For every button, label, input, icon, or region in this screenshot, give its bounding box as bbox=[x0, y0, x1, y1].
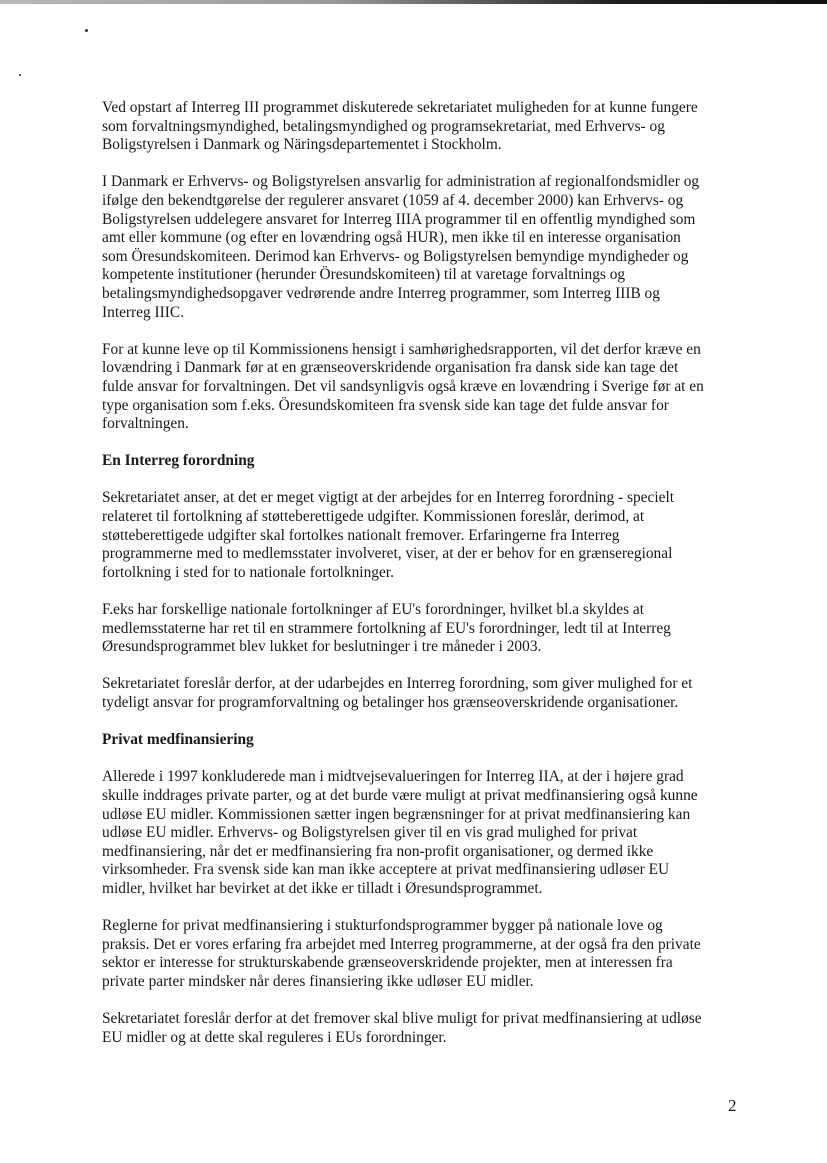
text-line: programmerne med to medlemsstater involveret, viser, at der er behov for en grænseregional bbox=[102, 545, 673, 563]
text-line: tydeligt ansvar for programforvaltning og betalinger hos grænseoverskridende organisationer. bbox=[102, 694, 679, 711]
text-line: virksomheder. Fra svensk side kan man ikke acceptere at privat medfinansiering udløser EU bbox=[102, 861, 670, 879]
text-line: EU midler og at dette skal reguleres i EUs forordninger. bbox=[102, 1028, 447, 1046]
text-line: I Danmark er Erhvervs- og Boligstyrelsen ansvarlig for administration af regionalfondsmidler og bbox=[102, 173, 700, 191]
paragraph-forvaltning-intro bbox=[102, 99, 742, 155]
text-line: praksis. Det er vores erfaring fra arbejdet med Interreg programmerne, at der også fra den private bbox=[102, 935, 701, 953]
text-line: Reglerne for privat medfinansiering i stukturfondsprogrammer bygger på nationale love og bbox=[102, 917, 663, 935]
text-line: Sekretariatet anser, at det er meget vigtigt at der arbejdes for en Interreg forordning - specielt bbox=[102, 489, 675, 507]
section-heading-privat-medfinansiering: Privat medfinansiering bbox=[102, 731, 254, 749]
paragraph-fortolkninger bbox=[102, 601, 742, 657]
text-line: amt eller kommune (og efter en lovændring også HUR), men ikke til en interesse organisation bbox=[102, 229, 681, 247]
paragraph-regler-privat bbox=[102, 917, 742, 991]
text-line: medfinansiering, når det er medfinansiering fra non-profit organisationer, og dermed ikke bbox=[102, 842, 654, 860]
text-line: Ved opstart af Interreg III programmet diskuterede sekretariatet muligheden for at kunne fungere bbox=[102, 99, 698, 116]
text-line: Allerede i 1997 konkluderede man i midtvejsevalueringen for Interreg IIA, at der i højere grad bbox=[102, 768, 684, 786]
text-line: som forvaltningsmyndighed, betalingsmyndighed og programsekretariat, med Erhvervs- og bbox=[102, 117, 665, 135]
text-line: sektor er interesse for strukturskabende grænseoverskridende projekter, men at interessen fra bbox=[102, 954, 673, 972]
text-line: skulle inddrages private parter, og at det burde være muligt at privat medfinansiering også kunne bbox=[102, 786, 698, 804]
text-line: Øresundsprogrammet blev lukket for beslutninger i tre måneder i 2003. bbox=[102, 638, 542, 656]
text-line: kompetente institutioner (herunder Öresundskomiteen) til at varetage forvaltnings og bbox=[102, 266, 626, 284]
page-number: 2 bbox=[728, 1096, 737, 1115]
text-line: Sekretariatet foreslår derfor at det fremover skal blive muligt for privat medfinansiering at udløse bbox=[102, 1010, 702, 1028]
text-line: ifølge den bekendtgørelse der regulerer ansvaret (1059 af 4. december 2000) kan Erhvervs- og bbox=[102, 191, 684, 209]
document-body bbox=[102, 99, 742, 1066]
text-line: støtteberettigede udgifter skal fortolkes nationalt fremover. Erfaringerne fra Interreg bbox=[102, 526, 620, 544]
text-line: Boligstyrelsen uddelegere ansvaret for Interreg IIIA programmer til en offentlig myndighed som bbox=[102, 210, 696, 228]
paragraph-privat-forslag bbox=[102, 1010, 742, 1047]
text-line: betalingsmyndighedsopgaver vedrørende andre Interreg programmer, som Interreg IIIB og bbox=[102, 284, 660, 302]
text-line: som Öresundskomiteen. Derimod kan Erhvervs- og Boligstyrelsen bemyndige myndigheder og bbox=[102, 247, 689, 265]
text-line: udløse EU midler. Erhvervs- og Boligstyrelsen giver til en vis grad mulighed for privat bbox=[102, 824, 638, 842]
text-line: private parter mindsker når deres finansiering ikke udløser EU midler. bbox=[102, 972, 534, 990]
text-line: For at kunne leve op til Kommissionens hensigt i samhørighedsrapporten, vil det derfor kræve en bbox=[102, 340, 701, 358]
paragraph-forordning-anser bbox=[102, 489, 742, 582]
scan-speck bbox=[85, 29, 88, 32]
text-line: udløse EU midler. Kommissionen sætter ingen begrænsninger for at privat medfinansiering kan bbox=[102, 805, 691, 823]
paragraph-forordning-forslag bbox=[102, 675, 742, 712]
text-line: forvaltningen. bbox=[102, 415, 189, 433]
text-line: Sekretariatet foreslår derfor, at der udarbejdes en Interreg forordning, som giver mulighed for et bbox=[102, 675, 693, 693]
text-line: midler, hvilket har bevirket at det ikke er tilladt i Øresundsprogrammet. bbox=[102, 879, 543, 897]
scan-speck bbox=[19, 74, 21, 76]
text-line: F.eks har forskellige nationale fortolkninger af EU's forordninger, hvilket bl.a skyldes at bbox=[102, 601, 645, 619]
scan-edge-line bbox=[0, 0, 827, 4]
paragraph-lovaendring bbox=[102, 341, 742, 434]
text-line: fortolkning i sted for to nationale fortolkninger. bbox=[102, 563, 394, 581]
text-line: relateret til fortolkning af støtteberettigede udgifter. Kommissionen foreslår, derimod, at bbox=[102, 508, 645, 526]
text-line: lovændring i Danmark før at en grænseoverskridende organisation fra dansk side kan tage det bbox=[102, 359, 679, 377]
text-line: medlemsstaterne har ret til en strammere fortolkning af EU's forordninger, ledt til at Interreg bbox=[102, 619, 671, 637]
text-line: type organisation som f.eks. Öresundskomiteen fra svensk side kan tage det fulde ansvar for bbox=[102, 396, 669, 414]
text-line: fulde ansvar for forvaltningen. Det vil sandsynligvis også kræve en lovændring i Sverige før at en bbox=[102, 377, 704, 395]
text-line: Boligstyrelsen i Danmark og Näringsdepartementet i Stockholm. bbox=[102, 136, 502, 154]
paragraph-midtvejsevaluering bbox=[102, 768, 742, 898]
paragraph-danmark-ansvar bbox=[102, 173, 742, 322]
section-heading-interreg-forordning: En Interreg forordning bbox=[102, 452, 255, 470]
text-line: Interreg IIIC. bbox=[102, 303, 185, 321]
